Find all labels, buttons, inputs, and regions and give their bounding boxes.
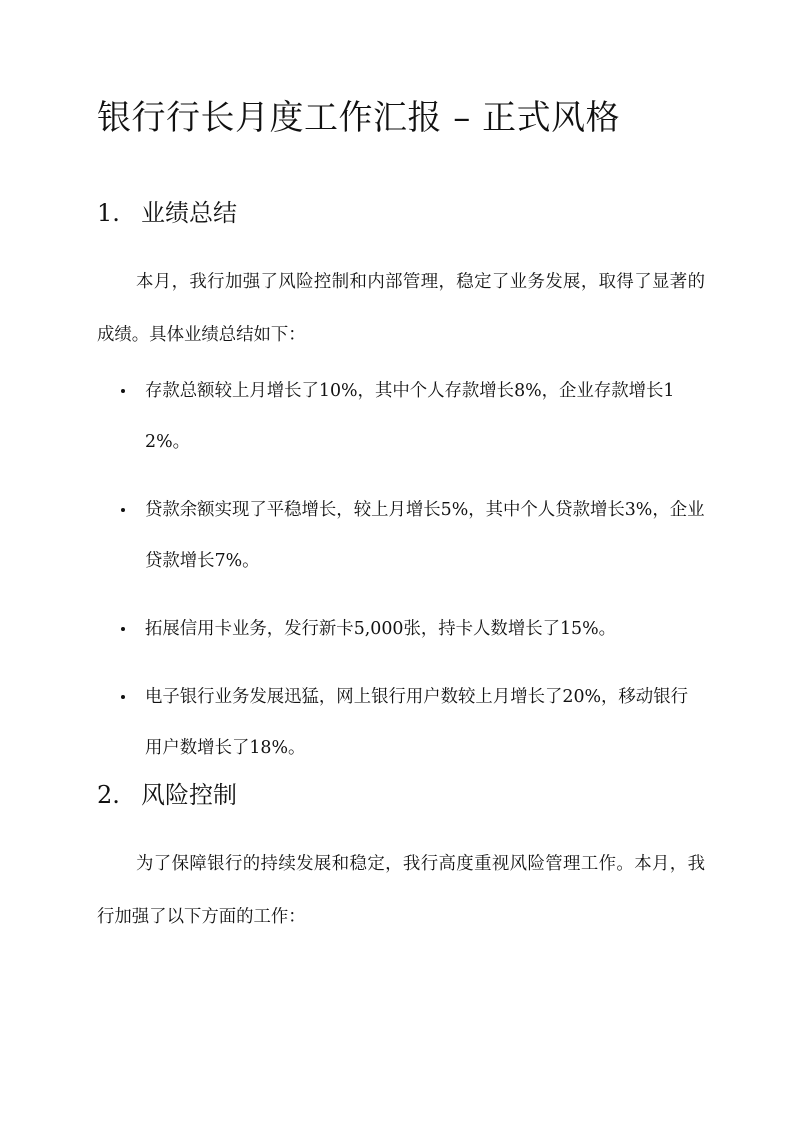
list-item-text: 存款总额较上月增长了10%，其中个人存款增长8%，企业存款增长12%。: [145, 381, 675, 452]
list-item-text: 贷款余额实现了平稳增长，较上月增长5%，其中个人贷款增长3%，企业贷款增长7%。: [145, 500, 705, 571]
list-item-text: 电子银行业务发展迅猛，网上银行用户数较上月增长了20%，移动银行用户数增长了18%。: [145, 687, 688, 758]
section-heading-text: 风险控制: [141, 781, 237, 809]
list-item: [97, 604, 705, 655]
list-item: [97, 485, 705, 587]
section-heading-risk-control: [97, 778, 697, 812]
bullet-icon: [121, 627, 125, 631]
bullet-icon: [121, 695, 125, 699]
list-item-text: 拓展信用卡业务，发行新卡5,000张，持卡人数增长了15%。: [145, 619, 617, 639]
bullet-icon: [121, 508, 125, 512]
section-intro-paragraph: 本月，我行加强了风险控制和内部管理，稳定了业务发展，取得了显著的成绩。具体业绩总结如下：: [97, 272, 705, 345]
list-item: [97, 366, 705, 468]
section-intro-paragraph: 为了保障银行的持续发展和稳定，我行高度重视风险管理工作。本月，我行加强了以下方面的工作：: [97, 854, 705, 927]
section-number: 1.: [97, 199, 120, 227]
performance-bullet-list: [97, 366, 705, 791]
section-number: 2.: [97, 781, 120, 809]
section-heading-text: 业绩总结: [141, 199, 237, 227]
list-item: [97, 672, 705, 774]
document-title: 银行行长月度工作汇报 – 正式风格: [97, 98, 621, 138]
bullet-icon: [121, 389, 125, 393]
section-heading-performance: [97, 196, 697, 230]
